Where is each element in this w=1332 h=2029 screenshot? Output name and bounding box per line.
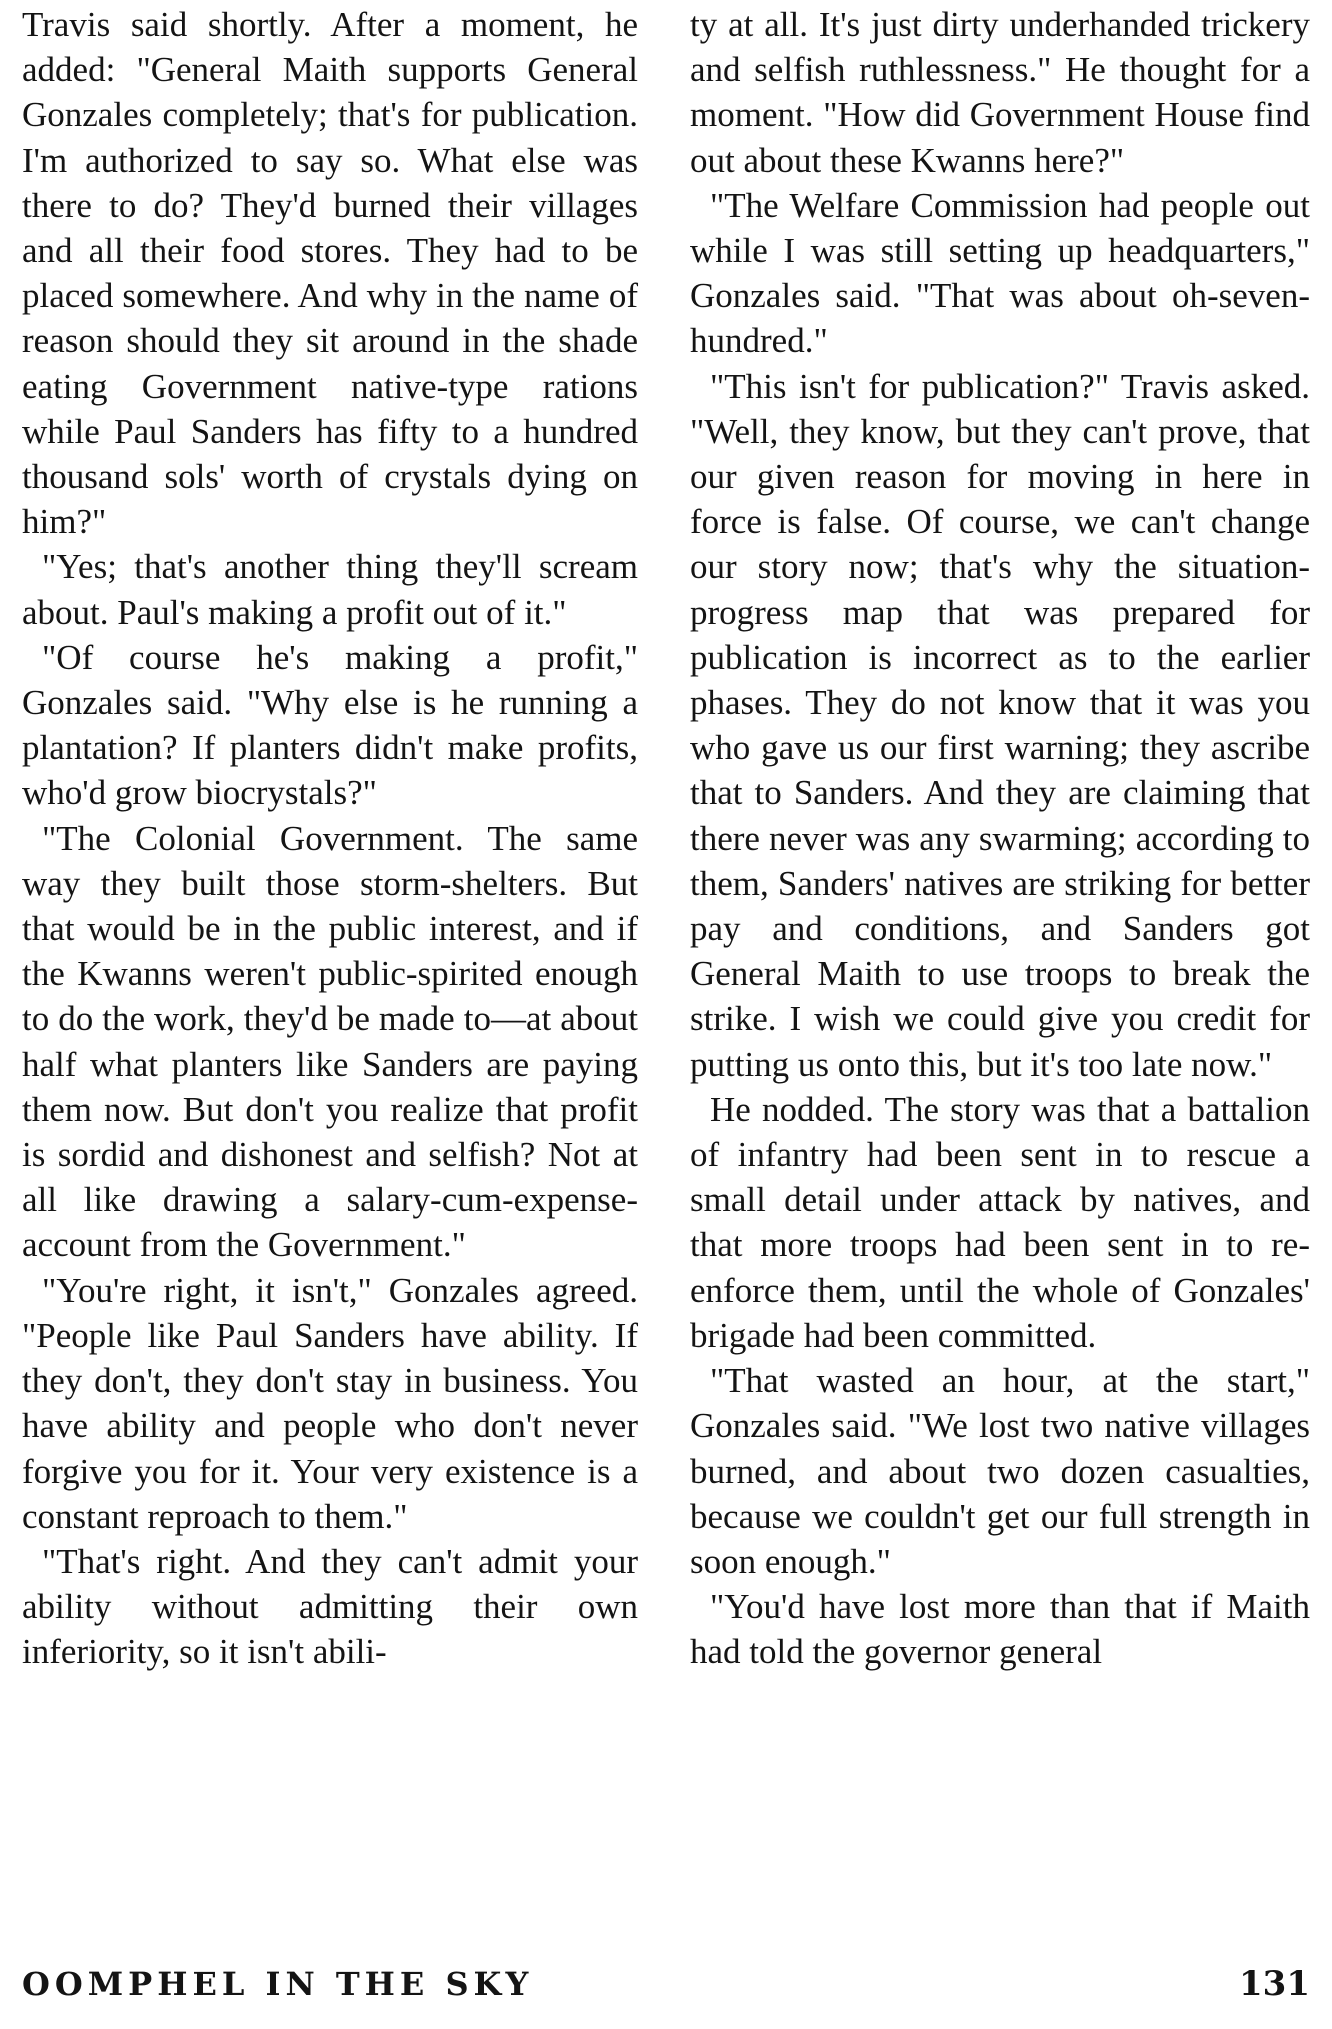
paragraph: "The Colonial Government. The same way they built those storm-shelters. But that would be in the public interest, and if the Kwanns weren't public-spirited enough to do the work, they'd be made to—at about half what planters like Sanders are paying them now. But don't you realize that profit is sordid and dishonest and selfish? Not at all like drawing a salary-cum-expense-account from the Government." xyxy=(22,818,638,1265)
paragraph: Travis said shortly. After a moment, he added: "General Maith supports General Gonzales completely; that's for publication. I'm authorized to say so. What else was there to do? They'd burned their villages and all their food stores. They had to be placed somewhere. And why in the name of reason should they sit around in the shade eating Government native-type rations while Paul Sanders has fifty to a hundred thousand sols' worth of crystals dying on him?" xyxy=(22,5,638,542)
paragraph: "Of course he's making a profit," Gonzales said. "Why else is he running a plantation? If planters didn't make profits, who'd grow biocrystals?" xyxy=(22,637,638,813)
paragraph: ty at all. It's just dirty underhanded trickery and selfish ruthlessness." He thought for a moment. "How did Government House find out about these Kwanns here?" xyxy=(690,5,1310,180)
running-title: OOMPHEL IN THE SKY xyxy=(22,1965,534,2003)
left-text-column xyxy=(22,2,638,1675)
paragraph: "You'd have lost more than that if Maith had told the governor general xyxy=(690,1587,1310,1672)
paragraph: "That wasted an hour, at the start," Gonzales said. "We lost two native villages burned, and about two dozen casualties, because we couldn't get our full strength in soon enough." xyxy=(690,1361,1310,1581)
page-number: 131 xyxy=(1239,1964,1310,2004)
paragraph: "That's right. And they can't admit your ability without admitting their own inferiority, so it isn't abili- xyxy=(22,1541,638,1672)
paragraph: "You're right, it isn't," Gonzales agreed. "People like Paul Sanders have ability. If they don't, they don't stay in business. You have ability and people who don't never forgive you for it. Your very existence is a constant reproach to them." xyxy=(22,1270,638,1536)
paragraph: "Yes; that's another thing they'll scream about. Paul's making a profit out of it." xyxy=(22,547,638,632)
page-footer xyxy=(22,1962,1310,2006)
paragraph: "The Welfare Commission had people out while I was still setting up headquarters," Gonzales said. "That was about oh-seven-hundred." xyxy=(690,185,1310,361)
paragraph: He nodded. The story was that a battalion of infantry had been sent in to rescue a small detail under attack by natives, and that more troops had been sent in to re-enforce them, until the whole of Gonzales' brigade had been committed. xyxy=(690,1089,1310,1355)
right-text-column xyxy=(690,2,1310,1675)
paragraph: "This isn't for publication?" Travis asked. "Well, they know, but they can't prove, that our given reason for moving in here in force is false. Of course, we can't change our story now; that's why the situation-progress map that was prepared for publication is incorrect as to the earlier phases. They do not know that it was you who gave us our first warning; they ascribe that to Sanders. And they are claiming that there never was any swarming; according to them, Sanders' natives are striking for better pay and conditions, and Sanders got General Maith to use troops to break the strike. I wish we could give you credit for putting us onto this, but it's too late now." xyxy=(690,366,1310,1084)
